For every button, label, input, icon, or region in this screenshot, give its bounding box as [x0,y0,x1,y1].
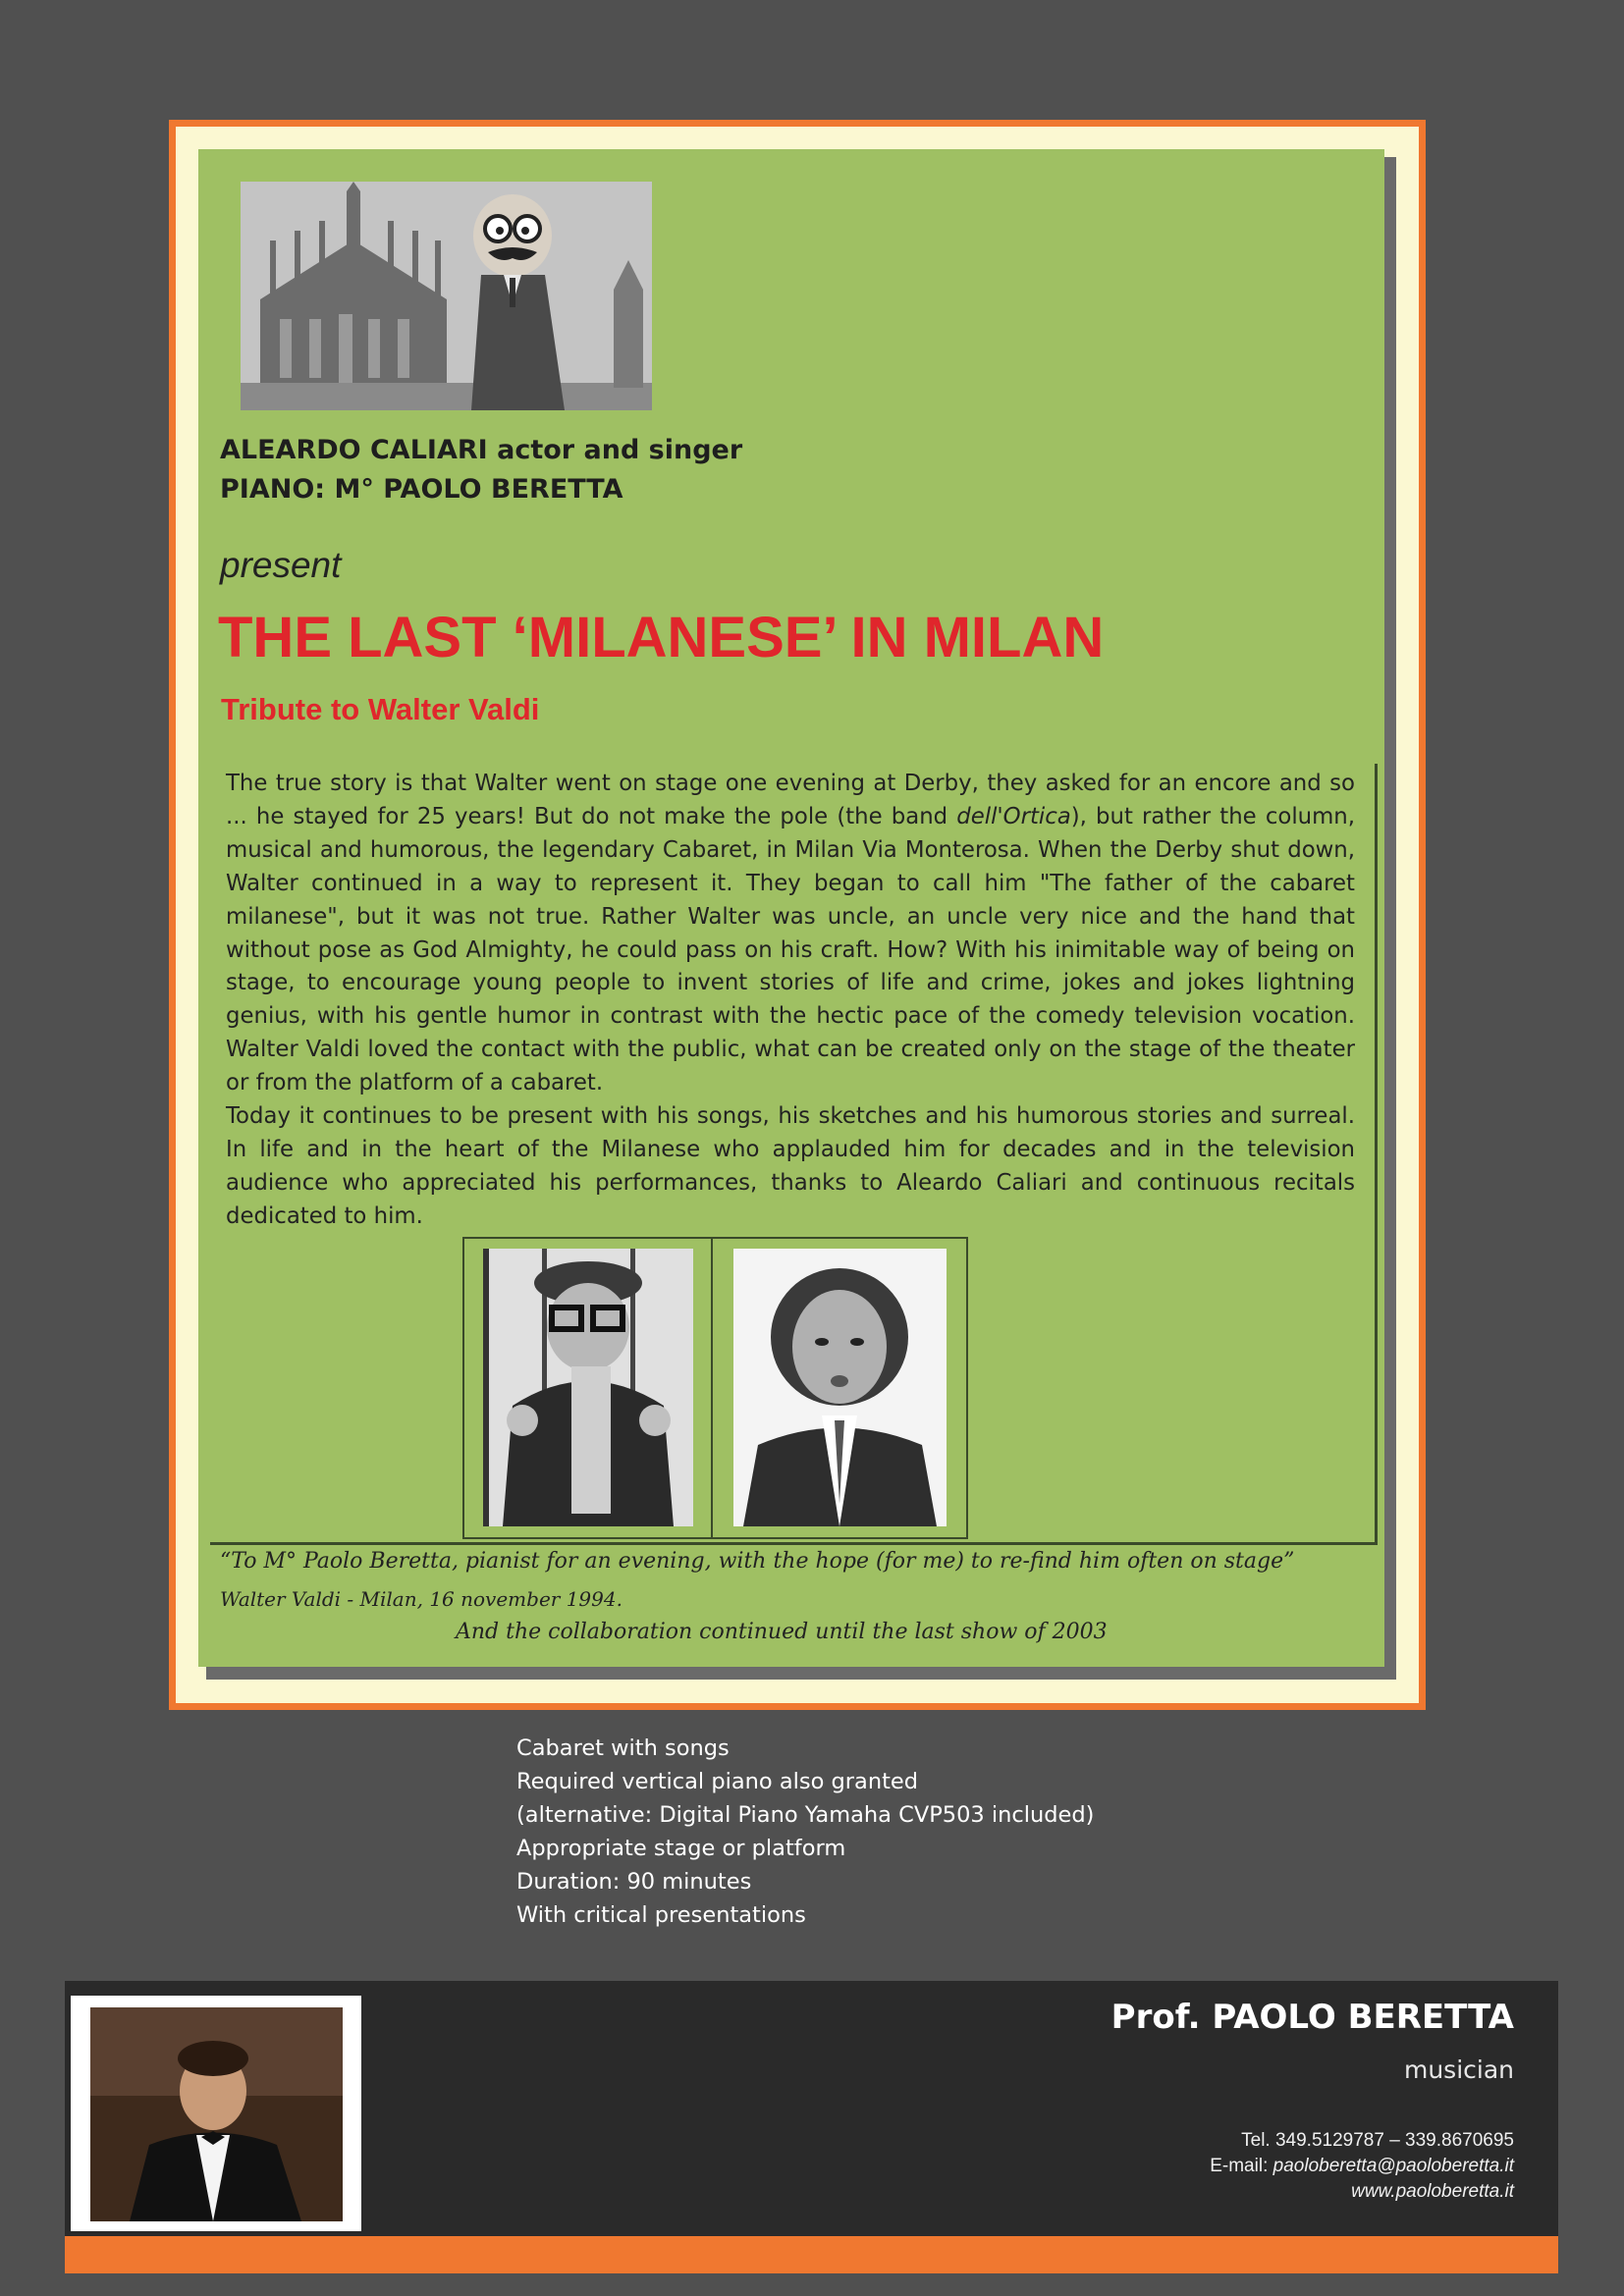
website-link[interactable]: www.paoloberetta.it [1351,2181,1514,2202]
box-line-right [1375,764,1378,1545]
story-paragraph-2: Today it continues to be present with his songs, his sketches and his humorous stories and surreal. In life and in the heart of the Milanese who applauded him for decades and in the television audience who appreciated his performances, thanks to Aleardo Caliari and continuous recitals dedicated to him. [226,1103,1355,1229]
contact-phone: Tel. 349.5129787 – 339.8670695 [1241,2130,1514,2151]
paolo-beretta-portrait [90,2007,343,2221]
email-label: E-mail: [1210,2156,1273,2176]
contact-email [1210,2156,1514,2177]
aleardo-caliari-photo [733,1249,947,1526]
requirement-item: Duration: 90 minutes [516,1869,752,1895]
box-line-bottom [210,1542,1378,1545]
actor-line [220,435,742,465]
story-paragraph-1: The true story is that Walter went on stage one evening at Derby, they asked for an encore and so ... he stayed for 25 years! But do not make the pole (the band dell'Ortica), but rather the column, musical and humorous, the legendary Cabaret, in Milan Via Monterosa. When the Derby shut down, Walter continued in a way to represent it. They began to call him "The father of the cabaret milanese", but it was not true. Rather Walter was uncle, an uncle very nice and the hand that without pose as God Almighty, he could pass on his craft. How? With his inimitable way of being on stage, to encourage young people to invent stories of life and crime, jokes and jokes lightning genius, with his gentle humor in contrast with the hectic pace of the comedy television vocation. Walter Valdi loved the contact with the public, what can be created only on the stage of the theater or from the platform of a cabaret. [226,771,1355,1096]
actor-name: ALEARDO CALIARI [220,435,488,465]
piano-line: PIANO: M° PAOLO BERETTA [220,474,623,505]
footer-accent-bar [65,2236,1558,2273]
show-title: THE LAST ‘MILANESE’ IN MILAN [218,606,1105,669]
dedication-quote: “To M° Paolo Beretta, pianist for an evening, with the hope (for me) to re-find him often on stage” [220,1549,1295,1574]
contact-name: Prof. PAOLO BERETTA [1110,1998,1514,2037]
show-subtitle: Tribute to Walter Valdi [221,692,540,726]
milan-cathedral-cartoon-image [241,182,652,410]
quote-author: Walter Valdi - Milan, 16 november 1994. [220,1587,623,1611]
requirement-item: With critical presentations [516,1902,806,1928]
story-text [226,768,1355,1234]
requirement-item: Required vertical piano also granted [516,1769,919,1794]
closing-line: And the collaboration continued until the last show of 2003 [456,1620,1108,1644]
walter-valdi-photo [483,1249,693,1526]
present-label: present [220,545,342,585]
requirement-item: (alternative: Digital Piano Yamaha CVP503 included) [516,1802,1095,1828]
photos-divider [711,1237,713,1537]
email-link[interactable]: paoloberetta@paoloberetta.it [1272,2156,1514,2176]
actor-role: actor and singer [487,435,743,465]
contact-role: musician [1403,2056,1514,2084]
show-requirements [516,1732,1094,1932]
requirement-item: Appropriate stage or platform [516,1836,846,1861]
requirement-item: Cabaret with songs [516,1735,730,1761]
band-name: dell'Ortica [956,803,1071,829]
